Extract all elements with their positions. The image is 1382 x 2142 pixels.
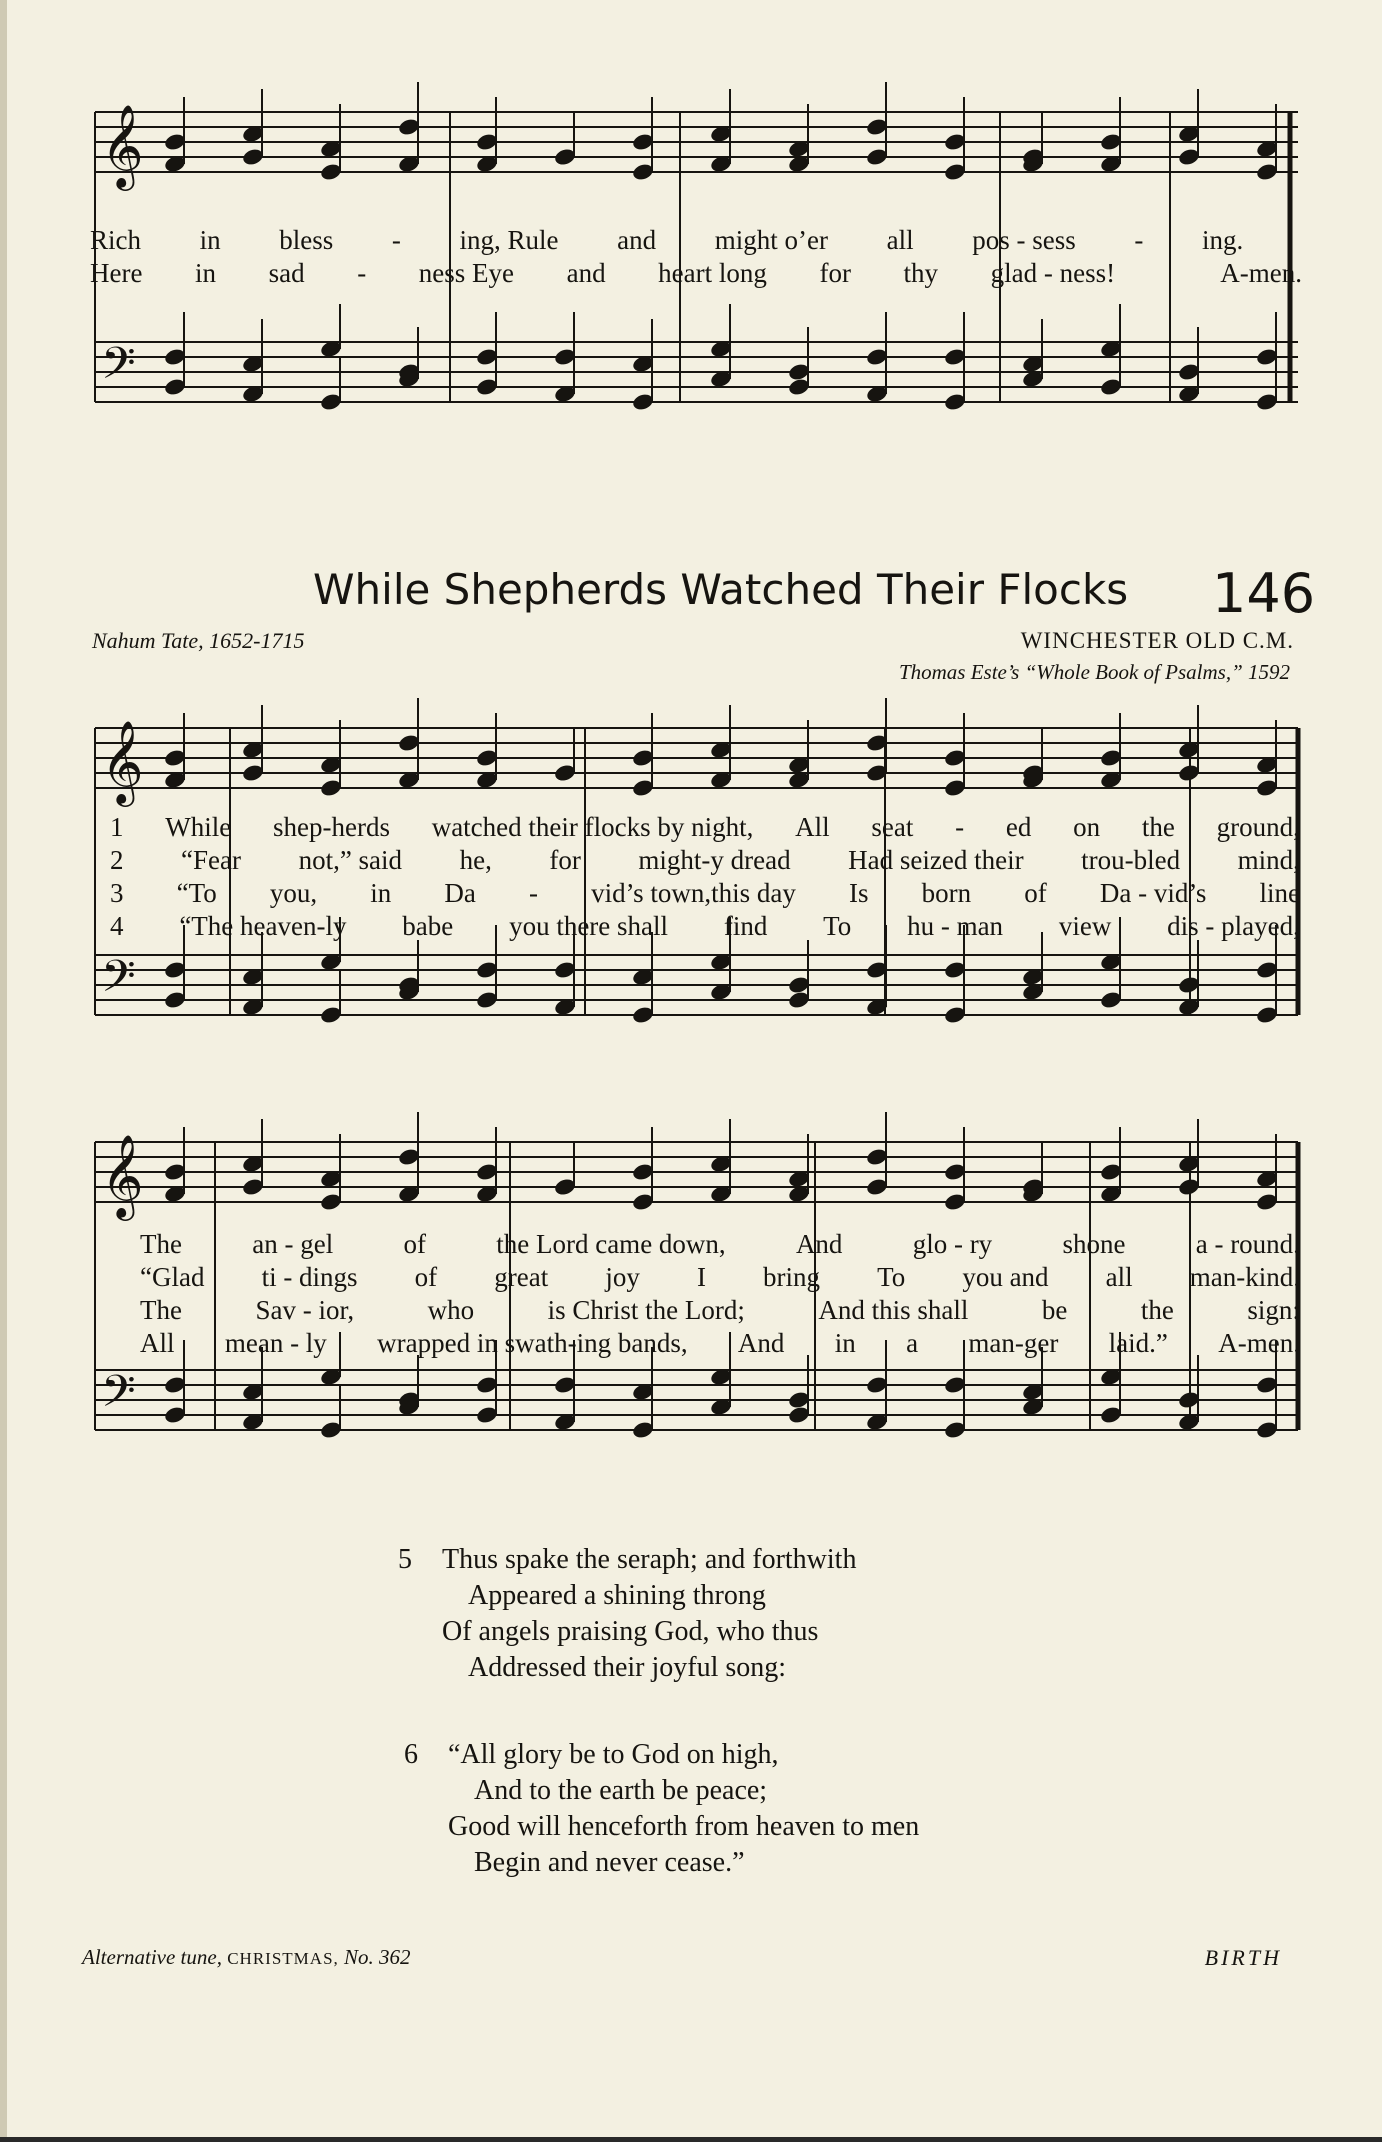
lyric-syllable: and xyxy=(617,225,657,255)
lyric-syllable: might o’er xyxy=(714,225,828,255)
stanza-line: Good will henceforth from heaven to men xyxy=(448,1811,920,1842)
lyric-line xyxy=(140,1327,1300,1360)
lyric-syllable: trou-bled xyxy=(1081,845,1181,875)
lyric-syllable: all xyxy=(1105,1262,1133,1292)
lyric-syllable: shone xyxy=(1062,1229,1126,1259)
lyric-syllable: the xyxy=(1140,1295,1174,1325)
bass-clef: 𝄢 xyxy=(101,337,136,400)
lyric-syllable: ness Eye xyxy=(418,258,515,288)
lyric-syllable: glo - ry xyxy=(912,1229,993,1259)
lyric-syllable: ing. xyxy=(1202,225,1244,255)
lyric-syllable: pos - sess xyxy=(972,225,1076,255)
treble-clef: 𝄞 xyxy=(101,719,144,803)
lyric-syllable: all xyxy=(886,225,914,255)
lyric-syllable: And this shall xyxy=(818,1295,969,1325)
lyric-syllable: mind, xyxy=(1237,845,1300,875)
lyric-syllable: a - round. xyxy=(1195,1229,1300,1259)
bass-clef: 𝄢 xyxy=(101,1365,136,1428)
lyric-syllable: “Glad xyxy=(140,1262,205,1292)
stanza-line: Addressed their joyful song: xyxy=(468,1652,787,1683)
lyric-line xyxy=(140,1228,1300,1261)
lyric-syllable: Da - vid’s xyxy=(1099,878,1207,908)
treble-clef: 𝄞 xyxy=(101,103,144,187)
lyric-syllable: 2 xyxy=(110,845,124,875)
lyric-line xyxy=(110,877,1300,910)
lyric-syllable: - xyxy=(391,225,401,255)
lyric-syllable: seat xyxy=(871,812,914,842)
alt-prefix: Alternative tune, xyxy=(82,1945,222,1969)
page-bottom-edge xyxy=(0,2137,1382,2142)
composer-credit: Thomas Este’s “Whole Book of Psalms,” 1592 xyxy=(898,660,1290,684)
lyric-syllable: man-kind. xyxy=(1189,1262,1300,1292)
lyric-syllable: ed xyxy=(1005,812,1032,842)
lyric-syllable: “To xyxy=(176,878,217,908)
lyric-syllable: ti - dings xyxy=(261,1262,358,1292)
lyric-syllable: All xyxy=(795,812,830,842)
lyric-line xyxy=(110,811,1300,844)
treble-clef: 𝄞 xyxy=(101,1133,144,1217)
lyric-syllable: find xyxy=(723,911,768,941)
lyric-syllable: on xyxy=(1073,812,1101,842)
lyric-syllable: mean - ly xyxy=(224,1328,327,1358)
hymn-number: 146 xyxy=(1212,562,1316,625)
lyric-syllable: laid.” xyxy=(1108,1328,1168,1358)
lyric-line xyxy=(90,224,1302,257)
lyric-line xyxy=(110,910,1300,943)
verses-line-2 xyxy=(140,1228,1300,1360)
lyric-syllable: in xyxy=(199,225,221,255)
bass-clef: 𝄢 xyxy=(101,950,136,1013)
lyric-syllable: of xyxy=(403,1229,426,1259)
lyric-syllable: babe xyxy=(402,911,454,941)
lyric-syllable: in xyxy=(834,1328,856,1358)
lyric-syllable: born xyxy=(921,878,972,908)
lyric-syllable: And xyxy=(737,1328,785,1358)
lyric-syllable: And xyxy=(795,1229,843,1259)
lyric-syllable: man-ger xyxy=(968,1328,1059,1358)
lyric-syllable: the Lord came down, xyxy=(496,1229,726,1259)
lyric-syllable: bring xyxy=(763,1262,821,1292)
lyric-syllable: glad - ness! xyxy=(990,258,1116,288)
stanza-number: 5 xyxy=(398,1544,412,1575)
lyric-syllable: Rich xyxy=(90,225,141,255)
lyric-syllable: - xyxy=(528,878,538,908)
lyric-syllable: view xyxy=(1058,911,1112,941)
lyric-syllable: and xyxy=(566,258,606,288)
lyric-syllable: thy xyxy=(903,258,939,288)
lyric-syllable: in xyxy=(370,878,392,908)
lyric-syllable: Here xyxy=(90,258,143,288)
lyric-syllable: sign: xyxy=(1247,1295,1300,1325)
lyric-syllable: for xyxy=(549,845,581,875)
lyric-syllable: of xyxy=(1024,878,1047,908)
lyric-syllable: joy xyxy=(605,1262,640,1292)
lyric-syllable: you there shall xyxy=(509,911,669,941)
lyric-syllable: the xyxy=(1141,812,1175,842)
lyric-syllable: 3 xyxy=(110,878,124,908)
lyric-line xyxy=(90,257,1302,290)
lyric-syllable: I xyxy=(696,1262,706,1292)
lyric-syllable: Sav - ior, xyxy=(255,1295,355,1325)
stanza-line: “All glory be to God on high, xyxy=(448,1739,779,1770)
lyric-syllable: who xyxy=(427,1295,475,1325)
lyric-syllable: A-men. xyxy=(1218,1328,1300,1358)
lyric-syllable: To xyxy=(823,911,852,941)
lyric-syllable: you, xyxy=(269,878,318,908)
lyric-syllable: A-men. xyxy=(1220,258,1302,288)
lyric-line xyxy=(140,1294,1300,1327)
author-credit: Nahum Tate, 1652-1715 xyxy=(92,628,305,653)
stanza-line: Begin and never cease.” xyxy=(474,1847,745,1878)
lyric-syllable: Had seized their xyxy=(848,845,1024,875)
lyric-syllable: wrapped in swath-ing bands, xyxy=(377,1328,688,1358)
lyric-syllable: a xyxy=(906,1328,919,1358)
lyric-syllable: While xyxy=(165,812,232,842)
lyric-syllable: 4 xyxy=(110,911,124,941)
lyric-syllable: bless xyxy=(279,225,334,255)
lyric-syllable: 1 xyxy=(110,812,124,842)
lyric-syllable: hu - man xyxy=(907,911,1004,941)
lyric-syllable: shep-herds xyxy=(272,812,390,842)
lyric-syllable: sad xyxy=(268,258,305,288)
lyric-syllable: you and xyxy=(962,1262,1049,1292)
lyric-syllable: line xyxy=(1259,878,1300,908)
lyric-syllable: - xyxy=(1134,225,1144,255)
lyric-line xyxy=(140,1261,1300,1294)
stanza-line: Appeared a shining throng xyxy=(468,1580,766,1611)
lyric-syllable: - xyxy=(357,258,367,288)
stanza-number: 6 xyxy=(404,1739,418,1770)
verses-line-1 xyxy=(110,811,1300,943)
lyric-syllable: dis - played, xyxy=(1167,911,1300,941)
top-system-lyrics xyxy=(90,224,1302,290)
lyric-syllable: of xyxy=(414,1262,438,1292)
lyric-syllable: Da xyxy=(444,878,476,908)
lyric-syllable: watched their flocks by night, xyxy=(431,812,754,842)
lyric-syllable: vid’s town,this day xyxy=(591,878,796,908)
lyric-syllable: ground, xyxy=(1216,812,1300,842)
alt-tune: CHRISTMAS, xyxy=(227,1949,339,1968)
lyric-syllable: might-y dread xyxy=(638,845,791,875)
lyric-syllable: in xyxy=(195,258,217,288)
stanza-6 xyxy=(404,1737,920,1881)
lyric-syllable: All xyxy=(140,1328,175,1358)
lyric-syllable: Is xyxy=(848,878,869,908)
lyric-syllable: great xyxy=(494,1262,549,1292)
category-label: BIRTH xyxy=(1204,1945,1282,1970)
lyric-syllable: “The heaven-ly xyxy=(179,911,347,941)
lyric-syllable: The xyxy=(140,1295,182,1325)
stanza-line: Of angels praising God, who thus xyxy=(442,1616,819,1647)
lyric-syllable: heart long xyxy=(658,258,767,288)
lyric-syllable: The xyxy=(140,1229,182,1259)
lyric-syllable: - xyxy=(955,812,965,842)
lyric-syllable: “Fear xyxy=(181,845,242,875)
lyric-syllable: not,” said xyxy=(298,845,403,875)
tune-name: WINCHESTER OLD C.M. xyxy=(1020,628,1294,653)
stanza-5 xyxy=(398,1542,857,1686)
alt-number: No. 362 xyxy=(344,1945,411,1969)
stanza-line: Thus spake the seraph; and forthwith xyxy=(442,1544,857,1575)
lyric-syllable: be xyxy=(1041,1295,1068,1325)
lyric-syllable: an - gel xyxy=(252,1229,334,1259)
hymn-title: While Shepherds Watched Their Flocks xyxy=(313,565,1129,614)
lyric-syllable: To xyxy=(877,1262,906,1292)
lyric-syllable: for xyxy=(819,258,851,288)
lyric-line xyxy=(110,844,1300,877)
stanza-line: And to the earth be peace; xyxy=(474,1775,768,1806)
alternative-tune-note xyxy=(82,1945,411,1970)
lyric-syllable: he, xyxy=(459,845,492,875)
lyric-syllable: ing, Rule xyxy=(459,225,559,255)
lyric-syllable: is Christ the Lord; xyxy=(547,1295,745,1325)
